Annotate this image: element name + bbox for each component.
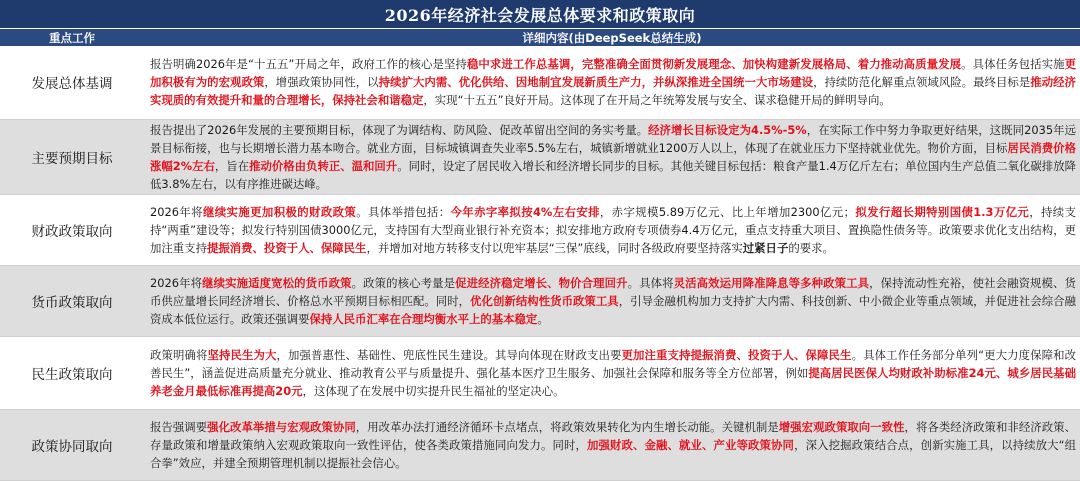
detail-text: ，并增加对地方转移支付以兜牢基层“三保”底线，同时各级政府要坚持落实	[366, 240, 743, 255]
row-detail	[144, 336, 1080, 409]
highlight-text: 推动经济实现质的有效提升和量的合理增长，保持社会和谐稳定	[150, 74, 1076, 107]
policy-table	[0, 45, 1080, 481]
detail-text: 报告强调要	[150, 419, 208, 434]
detail-text: 。同时，设定了居民收入增长和经济增长同步的目标。其他关键目标包括：粮食产量1.4万亿斤左右；单位国内生产总值二氧化碳排放降低3.8%左右，以有序推进碳达峰。	[150, 158, 1076, 191]
table-row	[0, 119, 1080, 194]
table-row	[0, 194, 1080, 265]
detail-text: ，这体现了在发展中切实提升民生福祉的坚定决心。	[302, 383, 565, 398]
highlight-text: 加强财政、金融、就业、产业等政策协同	[587, 437, 795, 452]
detail-text: 。具体将	[627, 275, 674, 290]
header-detail-column: 详细内容(由DeepSeek总结生成)	[522, 30, 702, 45]
highlight-text: 促进经济稳定增长、物价合理回升	[455, 275, 628, 290]
detail-text: ，在实际工作中努力争取更好结果，这既同2035年远景目标衔接，也与长期增长潜力基本吻合。就业方面，目标城镇调查失业率5.5%左右，城镇新增就业1200万人以上，体现了在就业压力下坚持就业优先。物价方面，目标	[150, 122, 1076, 155]
detail-text: ，加强普惠性、基础性、兜底性民生建设。其导向体现在财政支出要	[276, 347, 622, 362]
highlight-text: 灵活高效运用降准降息等多种政策工具	[673, 275, 870, 290]
detail-text: ，持续支持“两重”建设等；拟发行特别国债3000亿元，支持国有大型商业银行补充资本；拟安排地方政府专项债券4.4万亿元，重点支持重大项目、置换隐性债务等。政策要求优化支出结构，更加注重支持	[150, 204, 1076, 255]
highlight-text: 提高居民医保人均财政补助标准24元、城乡居民基础养老金月最低标准再提高20元	[150, 365, 1076, 398]
detail-text: 报告提出了2026年发展的主要预期目标，体现了为调结构、防风险、促改革留出空间的务实考量。	[150, 122, 649, 137]
detail-text: 。具体举措包括：	[356, 204, 451, 219]
detail-text: ，用改革办法打通经济循环卡点堵点，将政策效果转化为内生增长动能。关键机制是	[355, 419, 779, 434]
row-key: 主要预期目标	[0, 119, 144, 194]
highlight-text: 拟发行超长期特别国债1.3万亿元	[855, 204, 1030, 219]
highlight-text: 更加注重支持提振消费、投资于人、保障民生	[621, 347, 852, 362]
page-title: 2026年经济社会发展总体要求和政策取向	[0, 0, 1080, 28]
row-key: 民生政策取向	[0, 336, 144, 409]
detail-text: 2026年将	[150, 275, 203, 290]
highlight-text: 继续实施适度宽松的货币政策	[202, 275, 352, 290]
highlight-text: 经济增长目标设定为4.5%-5%	[648, 122, 807, 137]
detail-text: 。具体工作任务部分单列“更大力度保障和改善民生”，涵盖促进高质量充分就业、推动教育公平与质量提升、强化基本医疗卫生服务、加强社会保障和服务等全方位部署，例如	[150, 347, 1076, 380]
highlight-text: 优化创新结构性货币政策工具	[470, 293, 619, 308]
row-detail	[144, 194, 1080, 265]
detail-text: 过紧日子	[742, 240, 789, 255]
detail-text: ，深入挖掘政策结合点，创新实施工具，以持续放大“组合拳”效应，并建全预期管理机制以提振社会信心。	[150, 437, 1076, 470]
highlight-text: 居民消费价格涨幅2%左右	[150, 140, 1076, 173]
detail-text: ，赤字规模5.89万亿元、比上年增加2300亿元；	[599, 204, 856, 219]
row-key: 财政政策取向	[0, 194, 144, 265]
detail-text: 报告明确2026年是“十五五”开局之年，政府工作的核心是坚持	[150, 56, 467, 71]
highlight-text: 继续实施更加积极的财政政策	[202, 204, 357, 219]
table-header	[0, 28, 1080, 46]
row-key: 货币政策取向	[0, 265, 144, 336]
detail-text: ，保持流动性充裕，使社会融资规模、货币供应量增长同经济增长、价格总水平预期目标相匹配。同时，	[150, 275, 1076, 308]
detail-text: 的要求。	[788, 240, 834, 255]
highlight-text: 更加积极有为的宏观政策	[150, 56, 1076, 89]
highlight-text: 强化改革举措与宏观政策协同	[207, 419, 356, 434]
table-row	[0, 265, 1080, 336]
highlight-text: 保持人民币汇率在合理均衡水平上的基本稳定	[309, 311, 538, 326]
detail-text: ，实现“十五五”良好开局。这体现了在开局之年统筹发展与安全、谋求稳健开局的鲜明导向。	[423, 92, 891, 107]
detail-text: ，将各类经济政策和非经济政策、存量政策和增量政策纳入宏观政策取向一致性评估，使各类政策措施同向发力。同时，	[150, 419, 1076, 452]
table-row	[0, 409, 1080, 480]
row-detail	[144, 265, 1080, 336]
row-key: 发展总体基调	[0, 45, 144, 119]
table-row	[0, 336, 1080, 409]
detail-text: ，引导金融机构加力支持扩大内需、科技创新、中小微企业等重点领域，并促进社会综合融资成本低位运行。政策还强调要	[150, 293, 1076, 326]
detail-text: 。具体任务包括实施	[961, 56, 1065, 71]
detail-text: ，持续防范化解重点领域风险。最终目标是	[813, 74, 1031, 89]
row-detail	[144, 119, 1080, 194]
detail-text: ，增强政策协同性，以	[264, 74, 379, 89]
header-key-column: 重点工作	[49, 30, 95, 45]
highlight-text: 持续扩大内需、优化供给、因地制宜发展新质生产力，并纵深推进全国统一大市场建设	[378, 74, 814, 89]
highlight-text: 提振消费、投资于人、保障民生	[206, 240, 367, 255]
highlight-text: 增强宏观政策取向一致性	[778, 419, 905, 434]
highlight-text: 坚持民生为大	[207, 347, 277, 362]
highlight-text: 稳中求进工作总基调，完整准确全面贯彻新发展理念、加快构建新发展格局、着力推动高质量发展	[466, 56, 962, 71]
row-detail	[144, 45, 1080, 119]
row-detail	[144, 409, 1080, 480]
table-row	[0, 45, 1080, 119]
detail-text: 。	[537, 311, 549, 326]
detail-text: 政策明确将	[150, 347, 208, 362]
detail-text: 。政策的核心考量是	[351, 275, 456, 290]
highlight-text: 推动价格由负转正、温和回升	[249, 158, 398, 173]
detail-text: ，旨在	[214, 158, 250, 173]
highlight-text: 今年赤字率拟按4%左右安排	[450, 204, 600, 219]
detail-text: 2026年将	[150, 204, 203, 219]
row-key: 政策协同取向	[0, 409, 144, 480]
